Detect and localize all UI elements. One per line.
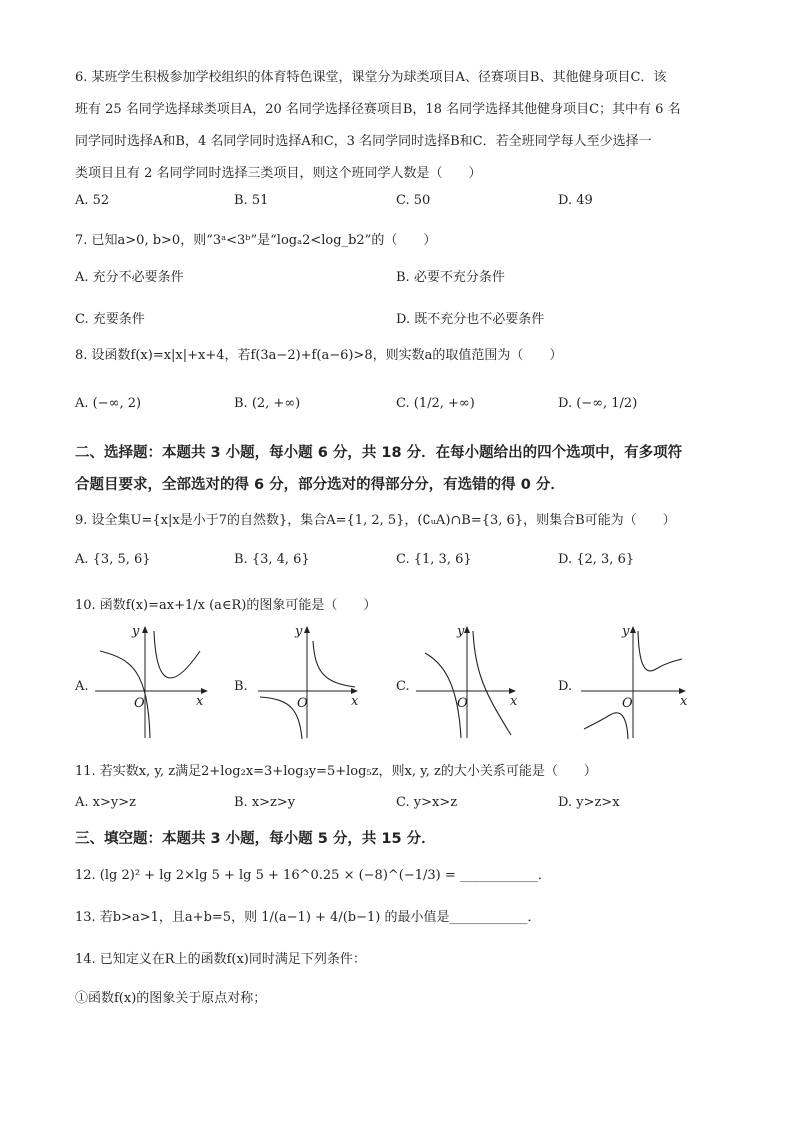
q10-a-origin: O [134,696,145,711]
q14-condition-1: ①函数f(x)的图象关于原点对称； [75,991,267,1006]
q10-graph-c [413,623,528,743]
q7-option-d: D. 既不充分也不必要条件 [396,312,545,327]
q11-option-b: B. x>z>y [234,795,296,810]
q7-option-a: A. 充分不必要条件 [75,270,184,285]
q6-option-a: A. 52 [75,193,110,208]
q6-line-2: 班有 25 名同学选择球类项目A，20 名同学选择径赛项目B，18 名同学选择其他健身项目C；其中有 6 名 [75,102,681,117]
q10-b-axis-x: x [351,694,359,709]
q6-line-4: 类项目且有 2 名同学同时选择三类项目，则这个班同学人数是（ ） [75,166,482,181]
q10-graph-a [90,623,215,743]
q13-stem: 13. 若b>a>1，且a+b=5，则 1/(a−1) + 4/(b−1) 的最小值是____________． [75,910,541,925]
q12-stem: 12. (lg 2)² + lg 2×lg 5 + lg 5 + 16^0.25 × (−8)^(−1/3) = ____________． [75,868,551,883]
q10-stem: 10. 函数f(x)=ax+1/x (a∈R)的图象可能是（ ） [75,598,377,613]
q10-c-origin: O [457,696,468,711]
q9-option-b: B. {3, 4, 6} [234,552,310,567]
q10-b-axis-y: y [295,624,303,639]
q10-d-axis-x: x [680,694,688,709]
q7-option-b: B. 必要不充分条件 [396,270,505,285]
q6-line-3: 同学同时选择A和B，4 名同学同时选择A和C，3 名同学同时选择B和C．若全班同学每人至少选择一 [75,134,652,149]
q6-line-1: 6. 某班学生积极参加学校组织的体育特色课堂，课堂分为球类项目A、径赛项目B、其他健身项目C．该 [75,70,667,85]
q9-option-a: A. {3, 5, 6} [75,552,151,567]
q7-stem: 7. 已知a>0, b>0，则“3ᵃ<3ᵇ”是“logₐ2<log_b2”的（ ） [75,233,437,248]
q10-a-axis-y: y [132,624,140,639]
q10-b-origin: O [297,696,308,711]
q11-option-a: A. x>y>z [75,795,136,810]
q10-a-axis-x: x [196,694,204,709]
q8-option-a: A. (−∞, 2) [75,396,142,411]
q14-stem: 14. 已知定义在R上的函数f(x)同时满足下列条件： [75,952,366,967]
q6-option-d: D. 49 [558,193,593,208]
q6-option-c: C. 50 [396,193,431,208]
q8-option-c: C. (1/2, +∞) [396,396,475,411]
q6-option-b: B. 51 [234,193,269,208]
q10-graph-d [578,623,693,743]
q10-d-axis-y: y [622,624,630,639]
section-2-heading-line-1: 二、选择题：本题共 3 小题，每小题 6 分，共 18 分．在每小题给出的四个选项中，有多项符 [75,445,683,461]
q10-option-d-label: D. [558,679,573,694]
q8-option-d: D. (−∞, 1/2) [558,396,638,411]
q10-d-origin: O [622,696,633,711]
section-2-heading-line-2: 合题目要求，全部选对的得 6 分，部分选对的得部分分，有选错的得 0 分． [75,477,565,493]
q8-option-b: B. (2, +∞) [234,396,301,411]
section-3-heading: 三、填空题：本题共 3 小题，每小题 5 分，共 15 分． [75,831,436,847]
q8-stem: 8. 设函数f(x)=x|x|+x+4，若f(3a−2)+f(a−6)>8，则实数a的取值范围为（ ） [75,348,563,363]
q10-graph-b [255,623,370,743]
q11-option-d: D. y>z>x [558,795,620,810]
q10-c-axis-x: x [510,694,518,709]
q10-c-axis-y: y [457,624,465,639]
q9-stem: 9. 设全集U={x|x是小于7的自然数}，集合A={1, 2, 5}，(∁ᵤA)∩B={3, 6}，则集合B可能为（ ） [75,513,676,528]
q11-option-c: C. y>x>z [396,795,458,810]
q9-option-d: D. {2, 3, 6} [558,552,635,567]
q10-option-a-label: A. [75,679,89,694]
q10-option-b-label: B. [234,679,248,694]
q11-stem: 11. 若实数x, y, z满足2+log₂x=3+log₃y=5+log₅z，则x, y, z的大小关系可能是（ ） [75,764,597,779]
q7-option-c: C. 充要条件 [75,312,145,327]
q10-option-c-label: C. [396,679,410,694]
q9-option-c: C. {1, 3, 6} [396,552,472,567]
